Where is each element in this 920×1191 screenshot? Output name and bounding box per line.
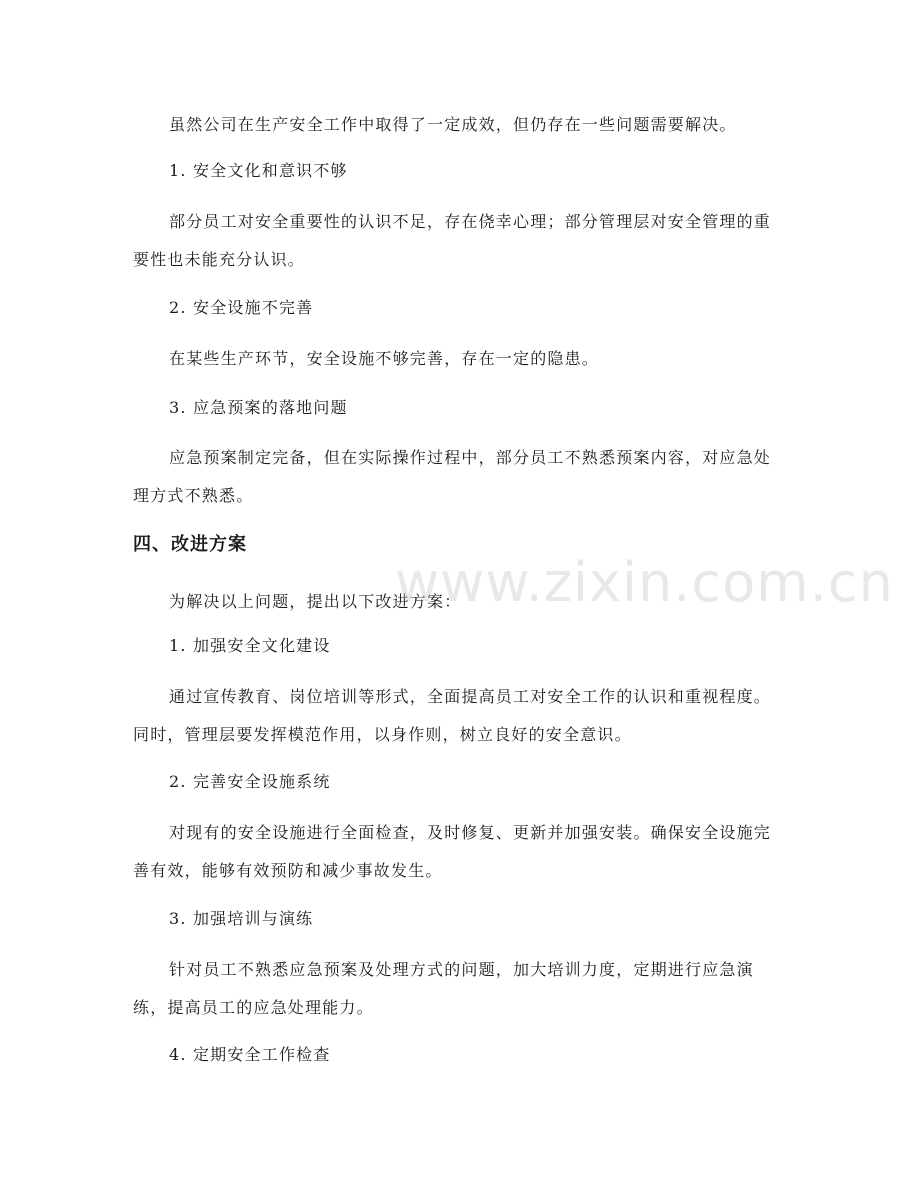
- issue-2-text: 在某些生产环节，安全设施不够完善，存在一定的隐患。: [169, 349, 600, 368]
- intro-paragraph: 虽然公司在生产安全工作中取得了一定成效，但仍存在一些问题需要解决。: [169, 115, 737, 134]
- plan-3-text: 针对员工不熟悉应急预案及处理方式的问题，加大培训力度，定期进行应急演练，提高员工的应急处理能力。: [133, 960, 754, 1017]
- section-intro: 为解决以上问题，提出以下改进方案：: [169, 592, 462, 611]
- plan-1-text: 通过宣传教育、岗位培训等形式，全面提高员工对安全工作的认识和重视程度。同时，管理层要发挥模范作用，以身作则，树立良好的安全意识。: [133, 687, 772, 744]
- issue-3-title: 3. 应急预案的落地问题: [169, 398, 348, 417]
- section-heading: 四、改进方案: [133, 534, 247, 555]
- issue-3-text: 应急预案制定完备，但在实际操作过程中，部分员工不熟悉预案内容，对应急处理方式不熟悉。: [133, 448, 772, 505]
- watermark: www.zixin.com.cn: [395, 551, 894, 614]
- issue-1-title: 1. 安全文化和意识不够: [169, 161, 348, 180]
- plan-2-title: 2. 完善安全设施系统: [169, 772, 331, 791]
- plan-3-title: 3. 加强培训与演练: [169, 909, 314, 928]
- issue-1-text: 部分员工对安全重要性的认识不足，存在侥幸心理；部分管理层对安全管理的重要性也未能充分认识。: [133, 212, 772, 269]
- plan-4-title: 4. 定期安全工作检查: [169, 1045, 331, 1064]
- plan-1-title: 1. 加强安全文化建设: [169, 636, 331, 655]
- plan-2-text: 对现有的安全设施进行全面检查，及时修复、更新并加强安装。确保安全设施完善有效，能够有效预防和减少事故发生。: [133, 823, 772, 880]
- issue-2-title: 2. 安全设施不完善: [169, 298, 314, 317]
